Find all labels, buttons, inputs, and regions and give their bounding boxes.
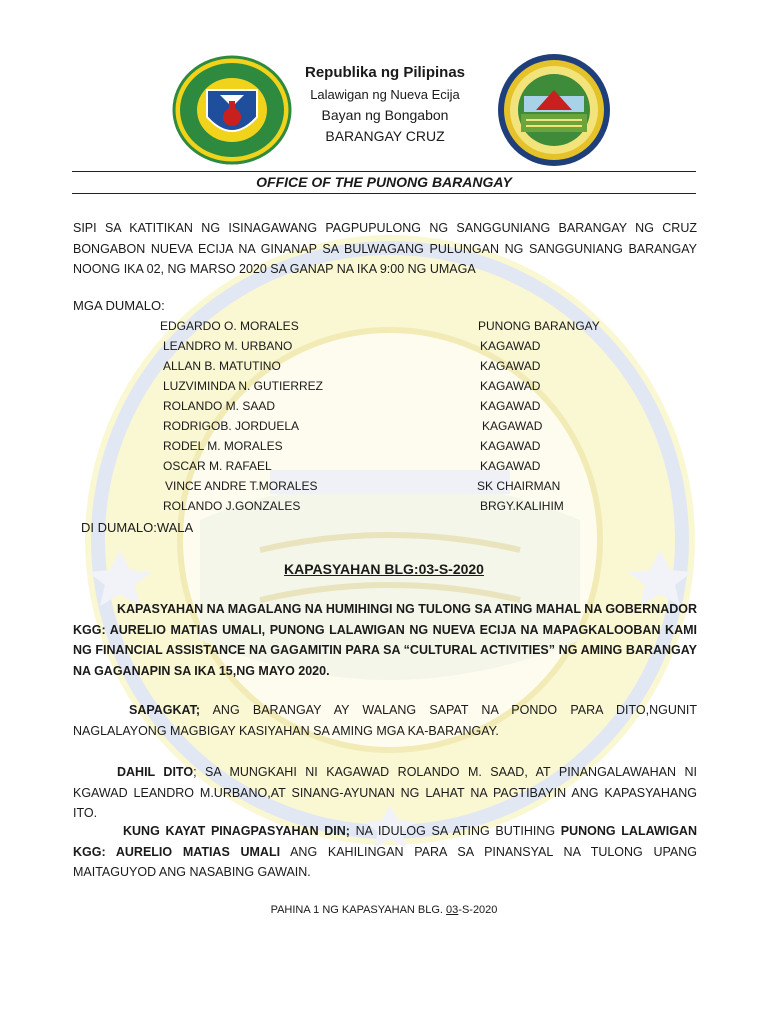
footer-post: -S-2020 bbox=[458, 904, 498, 916]
kung-tail: ANG KAHILINGAN PARA SA PINANSYAL NA TULONG UPANG MAITAGUYOD ANG NASABING GAWAIN. bbox=[73, 844, 697, 879]
footer-pre: PAHINA 1 NG KAPASYAHAN BLG. bbox=[270, 904, 447, 916]
header-municipality: Bayan ng Bongabon bbox=[321, 107, 449, 123]
attendee-name: ROLANDO J.GONZALES bbox=[163, 499, 301, 513]
attendee-name: OSCAR M. RAFAEL bbox=[163, 459, 272, 473]
attendee-name: VINCE ANDRE T.MORALES bbox=[165, 479, 318, 493]
attendee-name: ROLANDO M. SAAD bbox=[163, 399, 276, 413]
attendee-name: ALLAN B. MATUTINO bbox=[163, 359, 281, 373]
dahil-text: ; SA MUNGKAHI NI KAGAWAD ROLANDO M. SAAD, AT PINANGALAWAHAN NI KGAWAD LEANDRO M.URBANO,AT SINANG-AYUNAN NG LAHAT NA PAGTIBAYIN ANG KAPASYAHANG ITO. bbox=[73, 765, 697, 820]
attendee-position: KAGAWAD bbox=[480, 399, 541, 413]
attendee-name: LUZVIMINDA N. GUTIERREZ bbox=[163, 379, 324, 393]
attendees-label: MGA DUMALO: bbox=[73, 298, 165, 313]
attendee-position: SK CHAIRMAN bbox=[477, 479, 561, 493]
header-country: Republika ng Pilipinas bbox=[304, 64, 466, 81]
attendee-position: KAGAWAD bbox=[482, 419, 543, 433]
office-title: OFFICE OF THE PUNONG BARANGAY bbox=[256, 174, 512, 190]
kung-lead: KUNG KAYAT PINAGPASYAHAN DIN; bbox=[123, 824, 350, 838]
absent-label: DI DUMALO:WALA bbox=[81, 520, 194, 535]
intro-paragraph: SIPI SA KATITIKAN NG ISINAGAWANG PAGPUPULONG NG SANGGUNIANG BARANGAY NG CRUZ BONGABON NUEVA ECIJA NA GINANAP SA BULWAGANG PULUNGAN NG SANGGUNIANG BARANGAY NOONG IKA 02, NG MARSO 2020 SA GANAP NA IKA 9:00 NG UMAGA bbox=[73, 221, 697, 276]
attendee-name: LEANDRO M. URBANO bbox=[163, 339, 293, 353]
sapagkat-paragraph bbox=[73, 700, 697, 741]
attendee-name: RODEL M. MORALES bbox=[163, 439, 283, 453]
attendee-position: KAGAWAD bbox=[480, 459, 541, 473]
page-footer bbox=[0, 904, 768, 916]
sapagkat-lead: SAPAGKAT; bbox=[129, 703, 201, 717]
kung-paragraph bbox=[73, 821, 697, 883]
attendee-position: KAGAWAD bbox=[480, 439, 541, 453]
barangay-cruz-seal bbox=[496, 52, 612, 168]
attendee-position: KAGAWAD bbox=[480, 359, 541, 373]
sapagkat-text: ANG BARANGAY AY WALANG SAPAT NA PONDO PARA DITO,NGUNIT NAGLALAYONG MAGBIGAY KASIYAHAN SA AMING MGA KA-BARANGAY. bbox=[73, 703, 697, 738]
attendee-name: EDGARDO O. MORALES bbox=[160, 319, 299, 333]
attendee-position: KAGAWAD bbox=[480, 339, 541, 353]
attendee-position: BRGY.KALIHIM bbox=[480, 499, 564, 513]
attendee-position: KAGAWAD bbox=[480, 379, 541, 393]
header-rule-top bbox=[72, 171, 696, 172]
kung-mid: NA IDULOG SA ATING BUTIHING bbox=[349, 824, 561, 838]
dahil-paragraph bbox=[73, 762, 697, 824]
header-rule-bottom bbox=[72, 193, 696, 194]
resolution-title: KAPASYAHAN BLG:03-S-2020 bbox=[284, 561, 484, 577]
bongabon-municipal-seal bbox=[172, 55, 292, 165]
footer-number: 03 bbox=[446, 904, 459, 916]
header-province: Lalawigan ng Nueva Ecija bbox=[310, 87, 460, 102]
attendee-position: PUNONG BARANGAY bbox=[478, 319, 600, 333]
attendee-name: RODRIGOB. JORDUELA bbox=[163, 419, 300, 433]
header-barangay: BARANGAY CRUZ bbox=[325, 128, 445, 144]
dahil-lead: DAHIL DITO bbox=[117, 765, 194, 779]
resolution-body: KAPASYAHAN NA MAGALANG NA HUMIHINGI NG TULONG SA ATING MAHAL NA GOBERNADOR KGG: AURELIO MATIAS UMALI, PUNONG LALAWIGAN NG NUEVA ECIJA NA MAPAGKALOOBAN KAMI NG FINANCIAL ASSISTANCE NA GAGAMITIN PARA SA “CULTURAL ACTIVITIES” NG AMING BARANGAY NA GAGANAPIN SA IKA 15,NG MAYO 2020. bbox=[73, 602, 697, 678]
kung-governor: PUNONG LALAWIGAN KGG: AURELIO MATIAS UMALI bbox=[73, 824, 697, 859]
